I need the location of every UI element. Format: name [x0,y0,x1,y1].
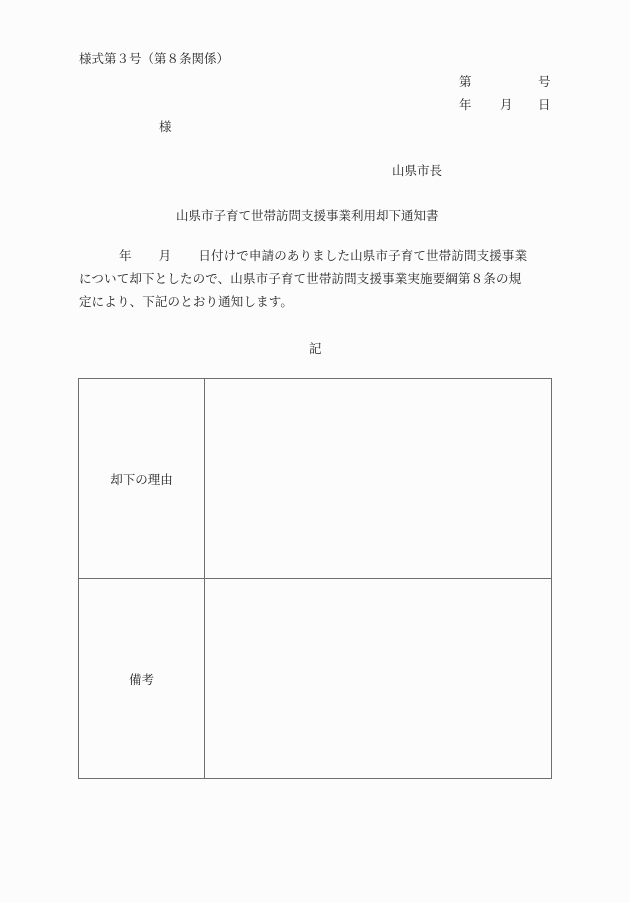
form-number: 様式第３号（第８条関係） [79,51,230,66]
record-table [78,378,552,779]
date-year: 年 [459,97,472,112]
table-row-reason [79,379,552,579]
remarks-label: 備考 [79,579,205,779]
doc-number-prefix: 第 [459,74,472,89]
table-row-remarks [79,579,552,779]
body-line-1-rest: 日付けで申請のありました山県市子育て世帯訪問支援事業 [198,248,528,263]
body-year: 年 [119,248,132,263]
body-month: 月 [158,248,172,263]
ki-heading: 記 [309,341,322,356]
date-day: 日 [538,97,551,112]
issuer: 山県市長 [392,163,443,178]
doc-number-suffix: 号 [538,74,551,89]
reason-label: 却下の理由 [79,379,205,579]
body-line-1 [79,244,554,267]
addressee-suffix: 様 [159,119,172,134]
date-month: 月 [500,97,513,112]
reason-value [205,379,552,579]
body-line-3: 定により、下記のとおり通知します。 [79,294,294,309]
remarks-value [205,579,552,779]
body-line-2: について却下としたので、山県市子育て世帯訪問支援事業実施要綱第８条の規 [79,271,522,286]
body-paragraph [79,244,554,313]
document-title: 山県市子育て世帯訪問支援事業利用却下通知書 [176,208,439,223]
